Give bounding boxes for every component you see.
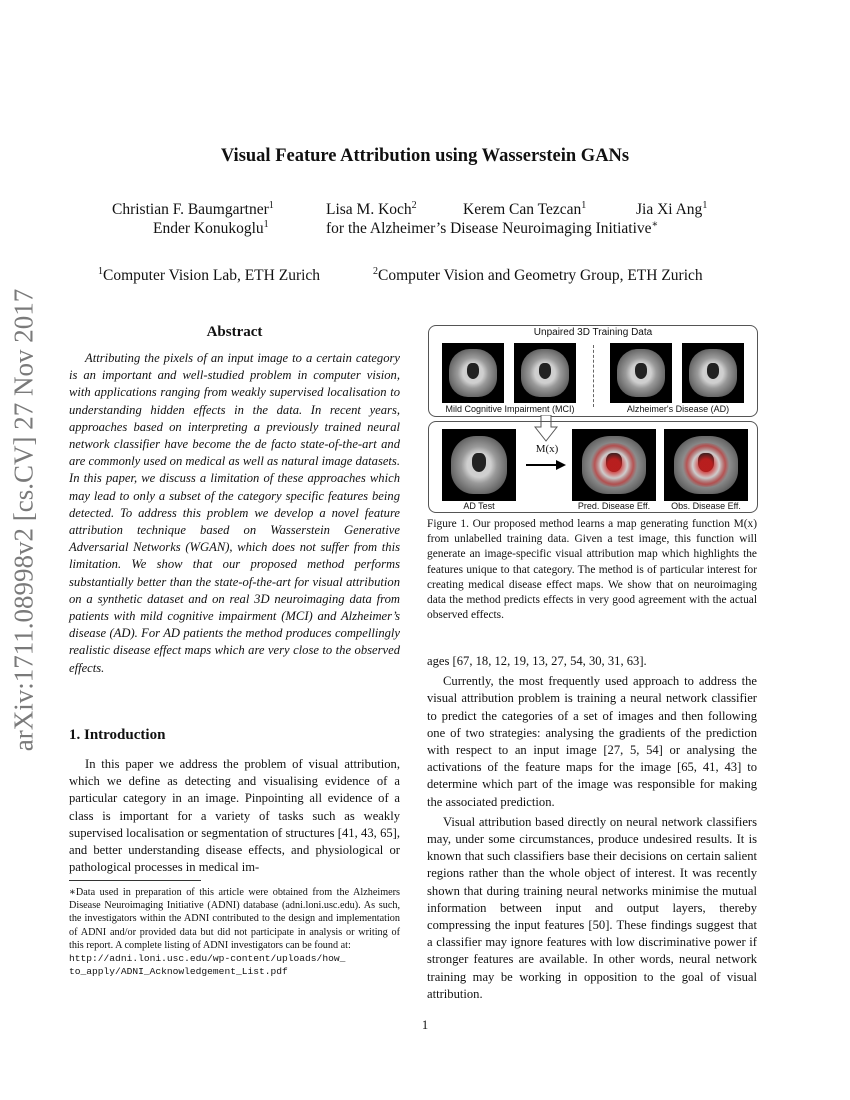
mri-ad-1: [610, 343, 672, 403]
abstract-body: [69, 350, 400, 677]
footnote-url-1[interactable]: http://adni.loni.usc.edu/wp-content/uploads/how_: [69, 953, 346, 965]
figure-caption: Figure 1. Our proposed method learns a map generating function M(x) from unlabelled training data. Given a test image, this function will generate an image-specific visual attribution map which highlights the features unique to that category. The method is of particular interest for creating medical disease effect maps. We show that on neuroimaging data the method predicts effects in very good agreement with the actual observed effects.: [427, 518, 757, 622]
mri-ad-2: [682, 343, 744, 403]
abstract-text: Attributing the pixels of an input image to a certain category is an important and well-studied problem in computer vision, with applications ranging from weakly supervised localisation to understanding hidden effects in the data. In recent years, approaches based on interpreting a previously trained neural network classifier have become the de facto state-of-the-art and are commonly used on medical as well as natural image datasets. In this paper, we discuss a limitation of these approaches which may lead to only a subset of the category specific features being detected. To address this problem we develop a novel feature attribution technique based on Wasserstein Generative Adversarial Networks (WGAN), which does not suffer from this limitation. We show that our proposed method performs substantially better than the state-of-the-art for visual attribution on a synthetic dataset and on real 3D neuroimaging data from patients with mild cognitive impairment (MCI) and Alzheimer’s disease (AD). For AD patients the method produces compellingly realistic disease effect maps which are very close to the observed effects.: [69, 351, 400, 675]
right-column: [427, 653, 757, 1006]
arxiv-id: arXiv:1711.08998v2 [cs.CV] 27 Nov 2017: [8, 288, 39, 752]
introduction-body: [69, 756, 400, 879]
introduction-heading: 1. Introduction: [69, 727, 166, 743]
footnote-text: ∗Data used in preparation of this article were obtained from the Alzheimers Disease Neuroimaging Initiative (ADNI) database (adni.loni.usc.edu). As such, the investigators within the ADNI contributed to the design and implementation of ADNI and/or provided data but did not participate in analysis or writing of this report. A complete listing of ADNI investigators can be found at:: [69, 887, 400, 951]
label-ad-test: AD Test: [463, 501, 495, 511]
abstract-heading: Abstract: [206, 324, 263, 340]
label-mx: M(x): [535, 443, 559, 455]
author-5: Ender Konukoglu$^1$: [153, 219, 269, 237]
right-arrow-icon: [526, 459, 568, 471]
label-mci: Mild Cognitive Impairment (MCI): [445, 404, 575, 414]
mri-mci-1: [442, 343, 504, 403]
label-obs: Obs. Disease Eff.: [671, 501, 741, 511]
mri-mci-2: [514, 343, 576, 403]
affiliation-1: $^1$Computer Vision Lab, ETH Zurich: [98, 266, 321, 284]
author-3: Kerem Can Tezcan$^1$: [463, 200, 587, 218]
author-consortium: for the Alzheimer’s Disease Neuroimaging Initiative∗: [326, 219, 659, 237]
author-4: Jia Xi Ang$^1$: [636, 200, 708, 218]
label-pred: Pred. Disease Eff.: [577, 501, 651, 511]
author-2: Lisa M. Koch$^2$: [326, 200, 417, 218]
mri-obs-effect: [664, 429, 748, 501]
mri-ad-test: [442, 429, 516, 501]
footnote-rule: [69, 880, 201, 881]
paper-title: Visual Feature Attribution using Wasserstein GANs: [220, 146, 630, 166]
right-paragraph-2: Visual attribution based directly on neural network classifiers may, under some circumstances, produce undesired results. It is known that such classifiers base their decisions on certain salient regions rather than the whole object of interest. It was recently shown that during training neural networks minimise the mutual information between input and output layers, thereby compressing the input features [50]. These findings suggest that a classifier may ignore features with low discriminative power if stronger features are available. In other words, neural network training may be working in opposition to the goal of visual attribution.: [427, 814, 757, 1001]
label-ad: Alzheimer's Disease (AD): [626, 404, 730, 414]
intro-paragraph: In this paper we address the problem of visual attribution, which we define as detecting and visualising evidence of a particular category in an image. Pinpointing all evidence of a class is important for a variety of tasks such as weakly supervised localisation or segmentation of structures [41, 43, 65], and better understanding disease effects, and physiological or pathological processes in medical im-: [69, 757, 400, 875]
author-1: Christian F. Baumgartner$^1$: [112, 200, 274, 218]
divider: [593, 345, 594, 407]
footnote: [69, 886, 400, 978]
right-paragraph-1: Currently, the most frequently used approach to address the visual attribution problem is training a neural network classifier to predict the categories of a set of images and then following one of two strategies: analysing the gradients of the prediction with respect to an input image [27, 5, 54] or analysing the activations of the feature maps for the image [65, 41, 43] to determine which part of the image was responsible for making the associated prediction.: [427, 674, 757, 809]
arxiv-stamp: [2, 290, 46, 750]
footnote-url-2[interactable]: to_apply/ADNI_Acknowledgement_List.pdf: [69, 966, 288, 978]
affiliation-2: $^2$Computer Vision and Geometry Group, ETH Zurich: [373, 266, 703, 284]
mri-pred-effect: [572, 429, 656, 501]
training-data-title: Unpaired 3D Training Data: [533, 327, 653, 338]
continued-text: ages [67, 18, 12, 19, 13, 27, 54, 30, 31, 63].: [427, 654, 647, 668]
page-number: 1: [421, 1018, 429, 1032]
figure-1: [428, 325, 758, 513]
